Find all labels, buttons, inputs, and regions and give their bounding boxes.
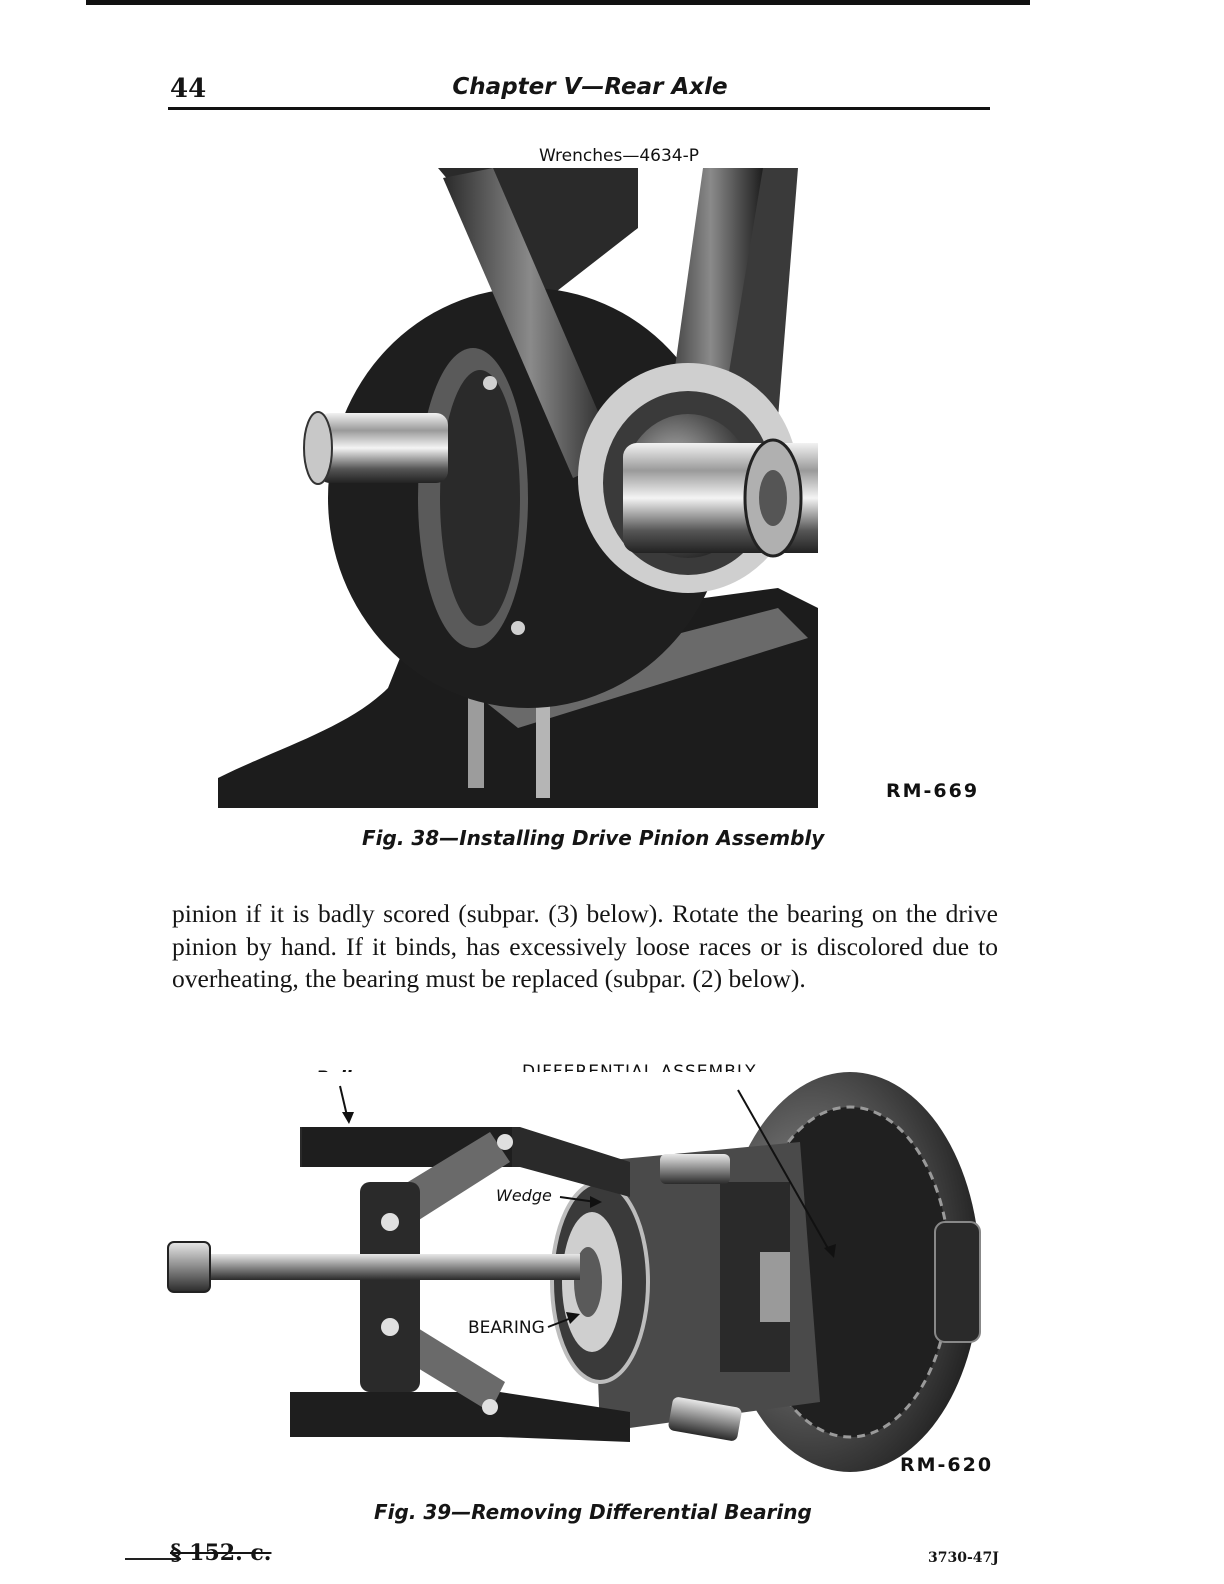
chapter-title: Chapter V—Rear Axle <box>452 74 728 100</box>
fig38-caption: Fig. 38—Installing Drive Pinion Assembly <box>362 826 825 850</box>
fig39-photo <box>160 1072 990 1484</box>
wedge-label: Wedge <box>496 1186 552 1205</box>
fig39-ref: RM-620 <box>900 1454 994 1476</box>
fig38-ref: RM-669 <box>886 780 980 802</box>
top-border-rule <box>86 0 1030 5</box>
section-reference <box>170 1540 271 1566</box>
body-paragraph: pinion if it is badly scored (subpar. (3) below). Rotate the bearing on the drive pinion by hand. If it binds, has excessively loose races or is discolored due to overheating, the bearing must be replaced (subpar. (2) below). <box>172 899 998 993</box>
fig39-caption: Fig. 39—Removing Differential Bearing <box>374 1500 812 1524</box>
header-rule <box>168 107 990 110</box>
wrenches-label: Wrenches—4634-P <box>539 146 699 166</box>
document-code: 3730-47J <box>928 1550 999 1566</box>
page-number: 44 <box>170 74 207 104</box>
fig38-photo <box>218 168 818 808</box>
section-reference-text: § 152. c. <box>170 1540 272 1566</box>
bearing-label: BEARING <box>468 1318 545 1338</box>
